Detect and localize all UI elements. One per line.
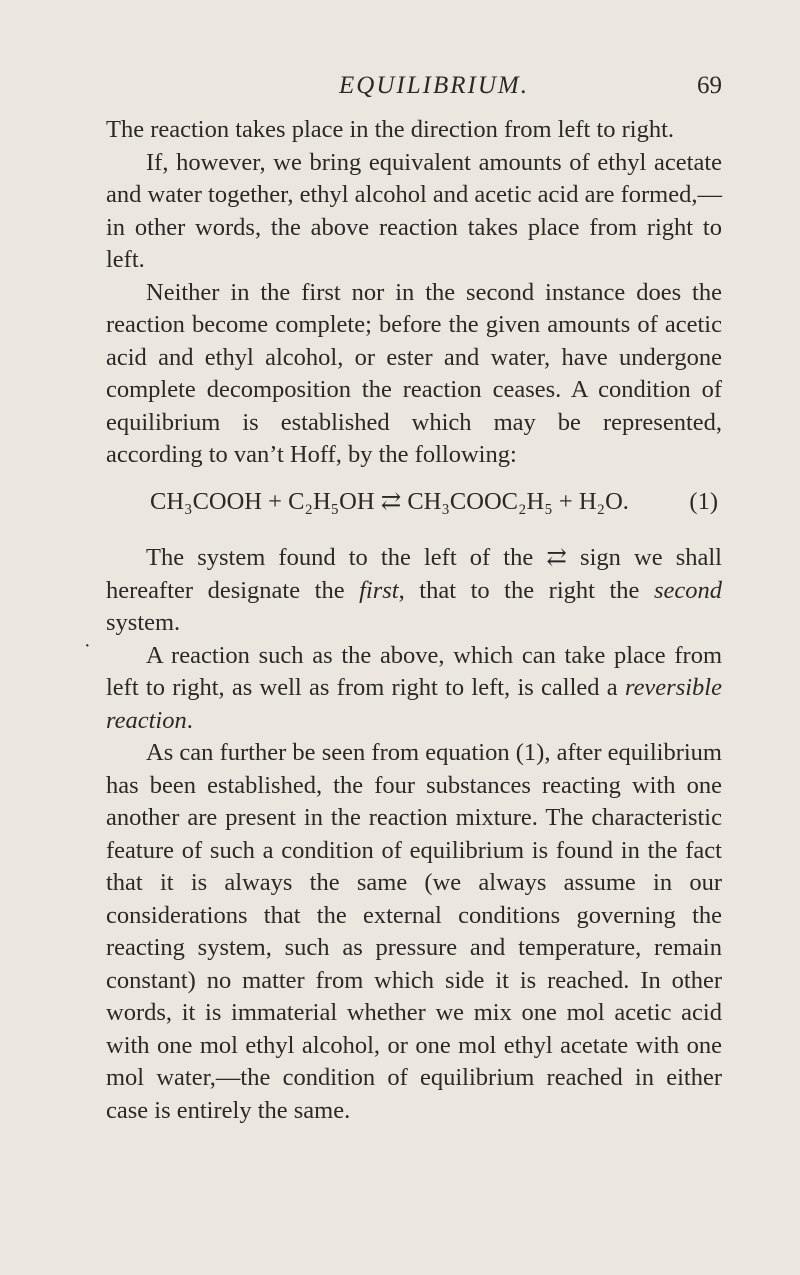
paragraph	[106, 542, 722, 640]
page-header	[106, 72, 722, 108]
text-run: A reaction such as the above, which can take place from left to right, as well as from right to left, is called a	[106, 641, 722, 701]
equation	[106, 486, 722, 519]
paragraph: If, however, we bring equivalent amounts of ethyl acetate and water together, ethyl alcohol and acetic acid are formed,—in other words, the above reaction takes place from right to left.	[106, 148, 722, 273]
paragraph: The reaction takes place in the direction from left to right.	[106, 116, 675, 143]
emphasis-second: second	[653, 576, 722, 604]
text-run: The system found to the left of the ⇄ sign we shall hereafter designate the	[106, 544, 722, 604]
paragraph: As can further be seen from equation (1), after equilibrium has been established, the four substances reacting with one another are present in the reaction mixture. The characteristic feature of such a condition of equilibrium is found in the fact that it is always the same (we always assume in our considerations that the external conditions governing the reacting system, such as pressure and temperature, remain constant) no matter from which side it is reached. In other words, it is immaterial whether we mix one mol acetic acid with one mol ethyl alcohol, or one mol ethyl acetate with one mol water,—the condition of equilibrium reached in either case is entirely the same.	[106, 739, 722, 1124]
paragraph: Neither in the first nor in the second instance does the reaction become complete; before the given amounts of acetic acid and ethyl alcohol, or ester and water, have undergone complete decomposition the reaction ceases. A condition of equilibrium is established which may be represented, according to van’t Hoff, by the following:	[106, 278, 722, 468]
margin-mark: ·	[84, 635, 91, 657]
paragraph	[106, 640, 722, 738]
text-run: , that to the right the	[398, 576, 654, 604]
equation-formula: CH₃COOH + C₂H₅OH ⇄ CH₃COOC₂H₅ + H₂O.	[150, 487, 629, 515]
emphasis-term: reversible reaction	[106, 674, 722, 734]
emphasis-first: first	[359, 576, 399, 604]
text-run: system.	[106, 609, 181, 636]
body-text	[106, 114, 722, 1127]
equation-number: (1)	[689, 487, 718, 515]
page-number: 69	[697, 72, 722, 99]
running-head: EQUILIBRIUM.	[339, 72, 529, 99]
text-run: .	[186, 706, 193, 734]
